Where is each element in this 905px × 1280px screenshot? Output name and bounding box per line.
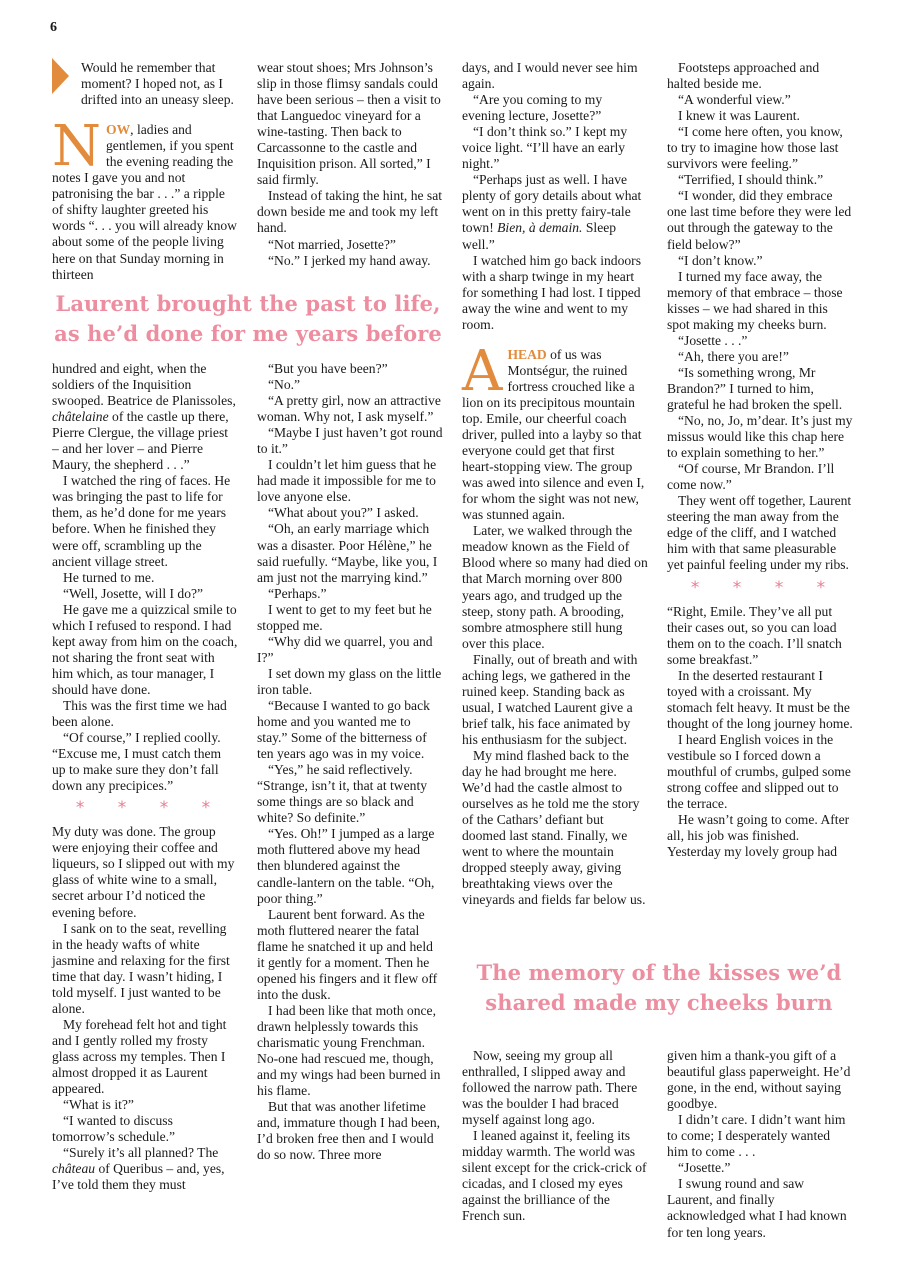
paragraph: days, and I would never see him again. [462,60,638,92]
column-3-bottom [462,1048,648,1225]
paragraph: wear stout shoes; Mrs Johnson’s slip in those flimsy sandals could have been serious – then a visit to that Languedoc vineyard for a wine-tasting. Then back to Carcassonne to the castle and Inquisition prison. All sorted,” I said firmly. [257,60,441,188]
page-number: 6 [50,20,57,35]
paragraph: He wasn’t going to come. After all, his job was finished. Yesterday my lovely group had [667,812,850,860]
column-4-bottom [667,1048,853,1241]
paragraph: Now, seeing my group all enthralled, I slipped away and followed the narrow path. There was the boulder I had braced myself against long ago. [462,1048,638,1128]
paragraph: I watched him go back indoors with a sharp twinge in my heart for something I had lost. I tipped away the wine and went to my room. [462,252,641,332]
section-break-stars: * * * * [75,798,225,819]
paragraph: “Yes. Oh!” I jumped as a large moth fluttered above my head then blundered against the candle-lantern on the table. “Oh, poor thing.” [257,826,435,906]
paragraph: “A pretty girl, now an attractive woman. Why not, I ask myself.” [257,393,441,425]
paragraph: “Well, Josette, will I do?” [63,585,204,601]
paragraph: I sank on to the seat, revelling in the heady wafts of white jasmine and relaxing for the first time that day. I wasn’t hiding, I told myself. I just wanted to be alone. [52,920,230,1016]
paragraph: My forehead felt hot and tight and I gently rolled my frosty glass across my temples. Then I almost dropped it as Laurent appeared. [52,1016,227,1097]
paragraph: “Are you coming to my evening lecture, Josette?” [462,92,603,124]
paragraph-dropcap: NOW, ladies and gentlemen, if you spent the evening reading the notes I gave you and not patronising the bar . . .” a ripple of shifty laughter greeted his words “. . . you will already know about some of the people living here on that Sunday morning in thirteen [52,114,237,282]
paragraph: I swung round and saw Laurent, and finally acknowledged what I had known for ten long years. [667,1176,847,1240]
pull-quote: Laurent brought the past to life, as he’d done for me years before [54,291,442,346]
paragraph: “Terrified, I should think.” [678,172,824,188]
paragraph: “Is something wrong, Mr Brandon?” I turned to him, grateful he had broken the spell. [667,364,843,412]
paragraph: “What about you?” I asked. [268,505,419,521]
paragraph: He gave me a quizzical smile to which I refused to respond. I had kept away from him on the coach, not sharing the front seat with him which, as tour manager, I should have done. [52,601,238,697]
paragraph: “Perhaps just as well. I have plenty of gory details about what went on in this pretty fairy-tale town! Bien, à demain. Sleep well.” [462,172,642,252]
paragraph: My mind flashed back to the day he had brought me here. We’d had the castle almost to ourselves as he told me the story of the Cathars’ defiant but doomed last stand. Finally, we went to where the mountain dropped steeply away, giving breathtaking views over the vineyards and fields far below us. [462,747,646,908]
paragraph: This was the first time we had been alone. [52,697,227,730]
paragraph: “Surely it’s all planned? The château of Queribus – and, yes, I’ve told them they must [52,1145,225,1193]
paragraph: They went off together, Laurent steering the man away from the edge of the cliff, and I watched him with that same pleasurable yet painful feeling under my ribs. [667,493,852,573]
paragraph: “Why did we quarrel, you and I?” [257,633,433,665]
paragraph: “No, no, Jo, m’dear. It’s just my missus would like this chap here to explain something to her.” [667,413,853,461]
paragraph: I went to get to my feet but he stopped me. [257,601,432,633]
paragraph: I turned my face away, the memory of that embrace – those kisses – we had shared in this spot making my cheeks burn. [667,268,843,332]
pull-quote: The memory of the kisses we’d shared made my cheeks burn [476,960,842,1015]
paragraph: “Of course, Mr Brandon. I’ll come now.” [667,461,835,493]
paragraph: given him a thank-you gift of a beautiful glass paperweight. He’d gone, in the end, without saying goodbye. [667,1048,851,1112]
paragraph: “Maybe I just haven’t got round to it.” [257,425,443,457]
paragraph: Finally, out of breath and with aching legs, we gathered in the ruined keep. Standing back as usual, I watched Laurent give a brief talk, his face animated by his enthusiasm for the subject. [462,651,638,747]
paragraph: “Ah, there you are!” [678,348,789,364]
column-1-top [52,60,238,283]
paragraph: “Of course,” I replied coolly. “Excuse me, I must catch them up to make sure they don’t fall down any precipices.” [52,730,222,794]
column-1-bottom [52,361,238,1193]
paragraph: “I wonder, did they embrace one last time before they were led out through the gateway to the field below?” [667,188,852,252]
paragraph: But that was another lifetime and, immature though I had been, I’d broken free then and I would do so now. Three more [257,1099,441,1163]
paragraph: “A wonderful view.” [678,92,791,108]
paragraph-dropcap: AHEAD of us was Montségur, the ruined fortress crouched like a lion on its precipitous mountain top. Emile, our cheerful coach driver, pulled into a layby so that everyone could get that first heart-stopping view. The group was awed into silence and even I, for whom the sight was not new, was stunned again. [462,338,645,523]
paragraph: “Perhaps.” [268,585,327,601]
paragraph: Laurent bent forward. As the moth fluttered nearer the fatal flame he snatched it up and held it gently for a moment. Then he opened his fingers and it flew off into the dusk. [257,906,438,1002]
paragraph: “Right, Emile. They’ve all put their cases out, so you can load them on to the coach. I’ll snatch some breakfast.” [667,603,842,667]
paragraph: He turned to me. [63,569,155,585]
paragraph: My duty was done. The group were enjoying their coffee and liqueurs, so I slipped out with my glass of white wine to a small, secret arbour I’d noticed the evening before. [52,824,235,920]
paragraph: Would he remember that moment? I hoped not, as I drifted into an uneasy sleep. [52,60,238,108]
paragraph: “Josette.” [678,1160,731,1176]
section-break-stars: * * * * [690,577,840,598]
paragraph: “But you have been?” [268,361,388,376]
paragraph: I didn’t care. I didn’t want him to come; I desperately wanted him to come . . . [667,1112,846,1160]
drop-cap: N [52,114,101,180]
column-3-top [462,60,648,908]
paragraph: I couldn’t let him guess that he had made it impossible for me to love anyone else. [257,457,437,505]
section-arrow-icon [52,58,69,94]
paragraph: “Yes,” he said reflectively. “Strange, isn’t it, that at twenty some things are so black and white? So definite.” [257,762,428,826]
paragraph: “I come here often, you know, to try to imagine how those last survivors were feeling.” [667,124,843,172]
drop-cap: A [462,338,503,404]
paragraph: Instead of taking the hint, he sat down beside me and took my left hand. [257,188,443,236]
paragraph: I leaned against it, feeling its midday warmth. The world was silent except for the crick-crick of cicadas, and I closed my eyes against the brilliance of the French sun. [462,1128,647,1224]
paragraph: hundred and eight, when the soldiers of the Inquisition swooped. Beatrice de Planissoles, châtelaine of the castle up there, Pierre Clergue, the village priest – and her lover – and Pierre Maury, the shepherd . . .” [52,361,236,473]
column-2-bottom [257,361,443,1163]
paragraph: I heard English voices in the vestibule so I forced down a mouthful of crumbs, gulped some strong coffee and slipped out to the terrace. [667,731,851,812]
paragraph: “Oh, an early marriage which was a disaster. Poor Hélène,” he said ruefully. “Maybe, like you, I am just not the marrying kind.” [257,521,438,585]
paragraph: “Because I wanted to go back home and you wanted me to stay.” Some of the bitterness of ten years ago was in my voice. [257,697,430,762]
paragraph: In the deserted restaurant I toyed with a croissant. My stomach felt heavy. It must be the thought of the long journey home. [667,667,853,731]
paragraph: “No.” I jerked my hand away. [268,252,431,268]
paragraph: I knew it was Laurent. [678,108,800,124]
column-2-top [257,60,443,269]
paragraph: “I don’t think so.” I kept my voice light. “I’ll have an early night.” [462,124,628,172]
column-4-top [667,60,853,860]
paragraph: “I don’t know.” [678,252,763,268]
paragraph: I watched the ring of faces. He was bringing the past to life for them, as he’d done for me years before. When he finished they were off, scrambling up the ancient village street. [52,473,231,569]
paragraph: I set down my glass on the little iron table. [257,665,442,697]
paragraph: “No.” [268,377,301,393]
paragraph: “Not married, Josette?” [268,236,396,252]
paragraph: “I wanted to discuss tomorrow’s schedule.” [52,1113,176,1145]
paragraph: “What is it?” [63,1097,134,1113]
paragraph: Later, we walked through the meadow known as the Field of Blood where so many had died on that March morning over 800 years ago, and trudged up the steep, stony path. A brooding, sombre atmosphere still hung over this place. [462,523,648,651]
paragraph: I had been like that moth once, drawn helplessly towards this charismatic young Frenchman. No-one had rescued me, though, and my wings had been burned in his flame. [257,1002,441,1099]
paragraph: “Josette . . .” [678,332,748,348]
paragraph: Footsteps approached and halted beside me. [667,60,820,92]
